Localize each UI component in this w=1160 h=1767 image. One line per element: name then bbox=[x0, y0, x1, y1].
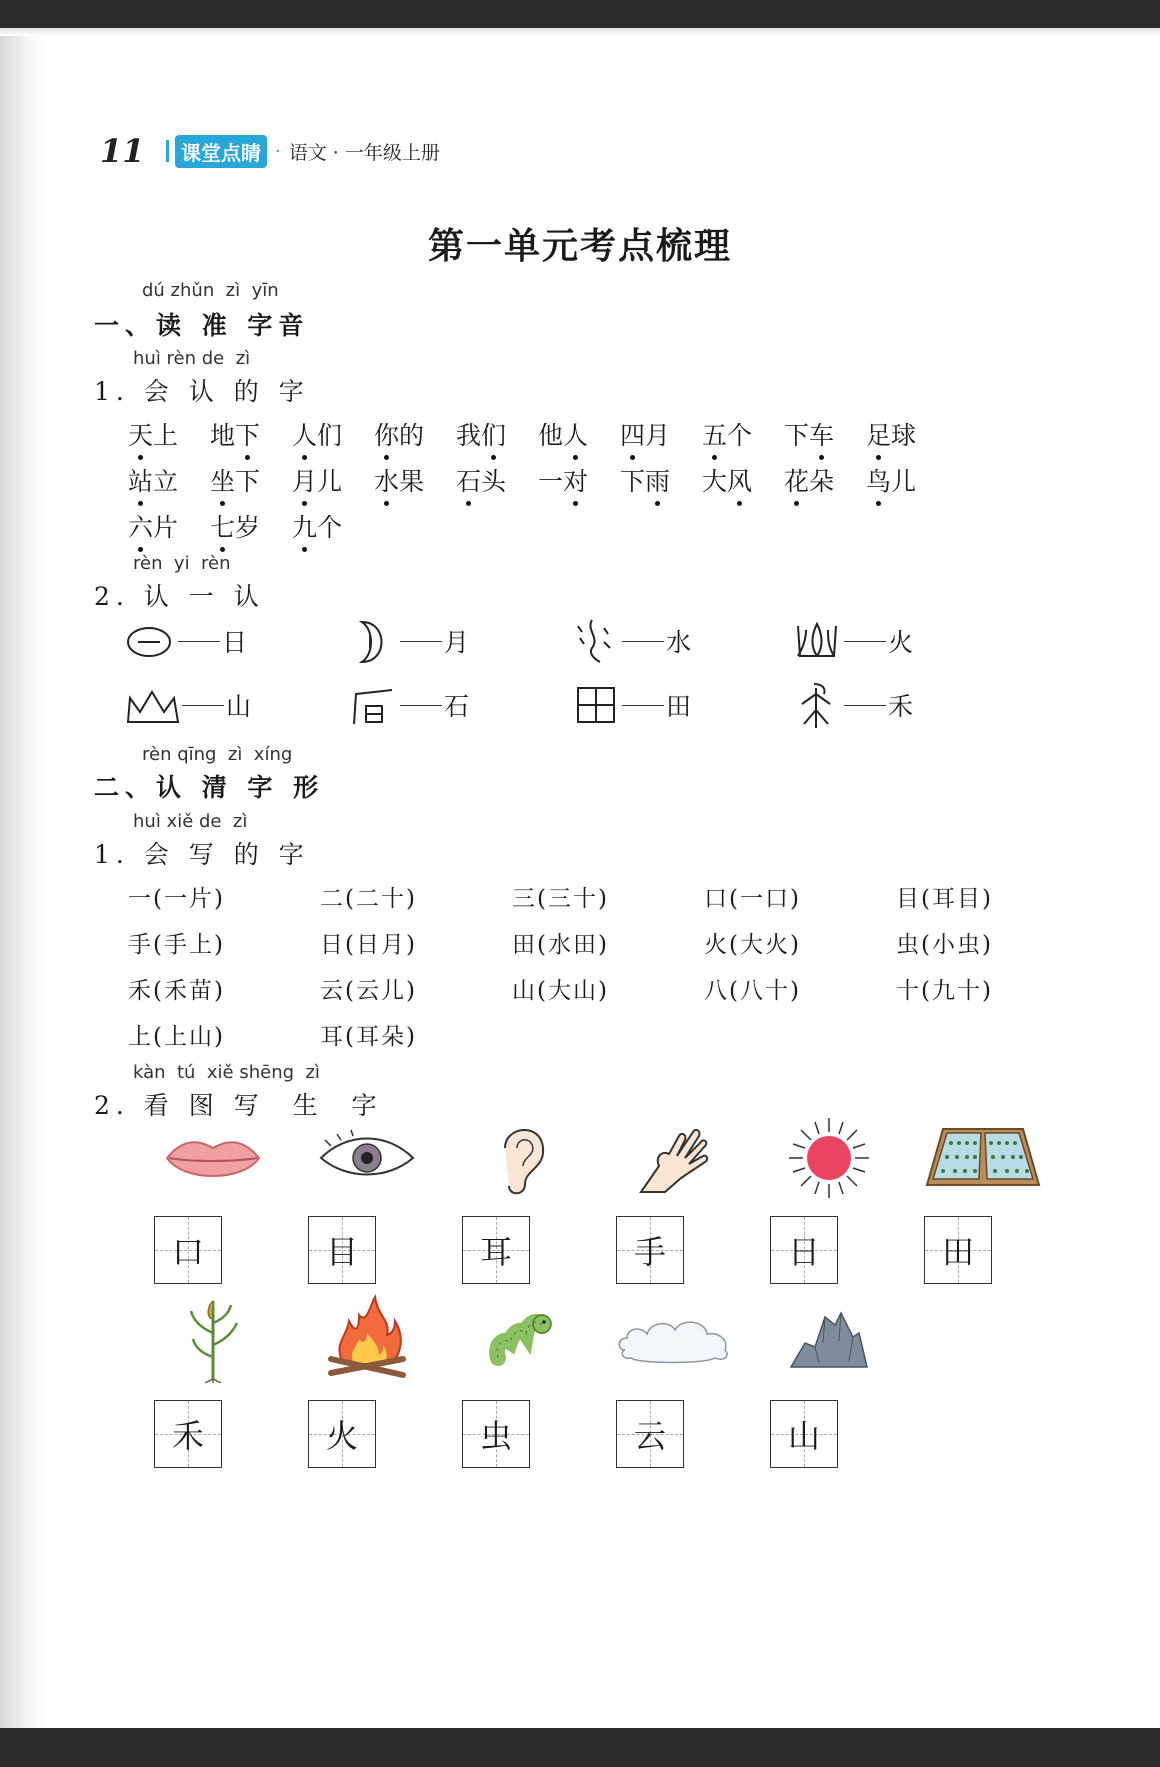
vocab-word bbox=[702, 416, 784, 452]
write-chars-row-2 bbox=[128, 926, 1088, 959]
write-character-entry: 目(耳目) bbox=[896, 886, 993, 912]
connector-line bbox=[178, 641, 220, 642]
cloud-icon bbox=[615, 1308, 735, 1368]
vocab-word bbox=[292, 462, 374, 498]
target-character: 你 bbox=[374, 416, 399, 452]
picture-cell bbox=[290, 1108, 444, 1208]
character: 片 bbox=[153, 513, 179, 542]
tianzi-box bbox=[462, 1216, 530, 1284]
picture-cell bbox=[136, 1108, 290, 1208]
character: 上 bbox=[153, 421, 179, 450]
section2-pinyin: rèn qīng zì xíng bbox=[142, 744, 293, 765]
modern-character: 田 bbox=[666, 692, 692, 721]
box-character: 火 bbox=[325, 1417, 358, 1455]
target-character: 下 bbox=[235, 416, 260, 452]
pictograph-row-2 bbox=[126, 680, 1014, 730]
tianzi-box bbox=[770, 1216, 838, 1284]
hand-icon bbox=[635, 1118, 715, 1198]
character: 头 bbox=[481, 467, 507, 496]
pictograph-pair-shui bbox=[570, 616, 792, 666]
running-header bbox=[100, 126, 440, 176]
modern-character: 日 bbox=[222, 628, 248, 657]
oracle-field-icon bbox=[570, 680, 620, 730]
series-badge: 课堂点睛 bbox=[175, 135, 267, 168]
picture-cell bbox=[136, 1288, 290, 1388]
target-character: 车 bbox=[809, 416, 834, 452]
target-character: 七 bbox=[210, 508, 235, 544]
oracle-moon-icon bbox=[348, 616, 398, 666]
lips-icon bbox=[163, 1128, 263, 1188]
tianzi-box bbox=[308, 1400, 376, 1468]
character: 地 bbox=[210, 421, 236, 450]
write-character-entry: 三(三十) bbox=[512, 886, 609, 912]
header-separator: · bbox=[275, 140, 281, 162]
target-character: 站 bbox=[128, 462, 153, 498]
character: 月 bbox=[645, 421, 671, 450]
vocab-word bbox=[128, 508, 210, 544]
field-icon bbox=[925, 1123, 1041, 1193]
write-character-entry: 火(大火) bbox=[704, 932, 801, 958]
vocab-word bbox=[210, 462, 292, 498]
character: 果 bbox=[399, 467, 425, 496]
target-character: 足 bbox=[866, 416, 891, 452]
sub2-heading: 2. 认 一 认 bbox=[94, 582, 265, 611]
character: 儿 bbox=[317, 467, 343, 496]
tianzi-box bbox=[154, 1400, 222, 1468]
vocab-word bbox=[620, 462, 702, 498]
box-character: 手 bbox=[633, 1233, 666, 1271]
pictograph-row-1 bbox=[126, 616, 1014, 666]
target-character: 雨 bbox=[645, 462, 670, 498]
modern-character: 火 bbox=[888, 628, 914, 657]
target-character: 风 bbox=[727, 462, 752, 498]
vocab-word bbox=[866, 462, 948, 498]
section1-heading: 一、读 准 字音 bbox=[94, 311, 310, 340]
character: 下 bbox=[620, 467, 646, 496]
oracle-water-icon bbox=[570, 616, 620, 666]
header-divider bbox=[166, 140, 169, 162]
pictograph-pair-he bbox=[792, 680, 1014, 730]
book-subtitle: 语文 · 一年级上册 bbox=[288, 141, 440, 164]
document-page bbox=[0, 28, 1160, 1728]
vocab-word bbox=[374, 462, 456, 498]
vocab-word bbox=[866, 416, 948, 452]
mountain-icon bbox=[789, 1303, 869, 1373]
tianzi-box bbox=[924, 1216, 992, 1284]
picture-cell bbox=[752, 1288, 906, 1388]
tianzi-box bbox=[154, 1216, 222, 1284]
target-character: 鸟 bbox=[866, 462, 891, 498]
picture-cell bbox=[444, 1288, 598, 1388]
character: 一 bbox=[538, 467, 564, 496]
pictograph-pair-shi bbox=[348, 680, 570, 730]
ear-icon bbox=[491, 1118, 551, 1198]
connector-line bbox=[622, 705, 664, 706]
modern-character: 月 bbox=[444, 628, 470, 657]
connector-line bbox=[400, 705, 442, 706]
write-character-entry: 上(上山) bbox=[128, 1024, 225, 1050]
sub4-pinyin: kàn tú xiě shēng zì bbox=[133, 1062, 320, 1083]
target-character: 对 bbox=[563, 462, 588, 498]
page-number: 11 bbox=[100, 132, 145, 170]
oracle-grain-icon bbox=[792, 680, 842, 730]
box-character: 耳 bbox=[479, 1233, 512, 1271]
writing-box-row-2 bbox=[154, 1400, 924, 1468]
character: 个 bbox=[727, 421, 753, 450]
vocab-word bbox=[538, 416, 620, 452]
modern-character: 石 bbox=[444, 692, 470, 721]
target-character: 天 bbox=[128, 416, 153, 452]
character: 朵 bbox=[809, 467, 835, 496]
character: 儿 bbox=[891, 467, 917, 496]
character: 大 bbox=[702, 467, 728, 496]
connector-line bbox=[622, 641, 664, 642]
eye-icon bbox=[317, 1128, 417, 1188]
writing-box-row-1 bbox=[154, 1216, 1078, 1284]
vocab-word bbox=[456, 416, 538, 452]
write-chars-row-3 bbox=[128, 972, 1088, 1005]
tianzi-box bbox=[616, 1216, 684, 1284]
write-character-entry: 十(九十) bbox=[896, 978, 993, 1004]
caterpillar-icon bbox=[486, 1308, 556, 1368]
tianzi-box bbox=[616, 1400, 684, 1468]
target-character: 四 bbox=[620, 416, 645, 452]
target-character: 五 bbox=[702, 416, 727, 452]
write-character-entry: 田(水田) bbox=[512, 932, 609, 958]
box-character: 禾 bbox=[171, 1417, 204, 1455]
page-title: 第一单元考点梳理 bbox=[427, 226, 732, 267]
oracle-mountain-icon bbox=[126, 680, 180, 730]
write-character-entry: 日(日月) bbox=[320, 932, 417, 958]
sub3-heading: 1. 会 写 的 字 bbox=[94, 840, 310, 869]
recognize-words-row-2 bbox=[128, 462, 948, 498]
target-character: 九 bbox=[292, 508, 317, 544]
page-top-edge bbox=[0, 28, 1160, 36]
target-character: 花 bbox=[784, 462, 809, 498]
vocab-word bbox=[784, 416, 866, 452]
section2-heading: 二、认 清 字 形 bbox=[94, 773, 325, 802]
connector-line bbox=[400, 641, 442, 642]
character: 岁 bbox=[235, 513, 261, 542]
box-character: 云 bbox=[633, 1417, 666, 1455]
target-character: 人 bbox=[292, 416, 317, 452]
oracle-stone-icon bbox=[348, 680, 398, 730]
sub4-heading: 2. 看 图 写 生 字 bbox=[94, 1091, 383, 1120]
character: 个 bbox=[317, 513, 343, 542]
character: 立 bbox=[153, 467, 179, 496]
section1-pinyin: dú zhǔn zì yīn bbox=[142, 280, 279, 301]
picture-row-2 bbox=[136, 1288, 906, 1388]
character: 的 bbox=[399, 421, 425, 450]
picture-cell bbox=[598, 1288, 752, 1388]
character: 下 bbox=[784, 421, 810, 450]
pictograph-pair-tian bbox=[570, 680, 792, 730]
sub1-pinyin: huì rèn de zì bbox=[133, 348, 251, 369]
target-character: 坐 bbox=[210, 462, 235, 498]
picture-cell bbox=[290, 1288, 444, 1388]
write-character-entry: 一(一片) bbox=[128, 886, 225, 912]
pictograph-pair-ri bbox=[126, 616, 348, 666]
picture-cell bbox=[598, 1108, 752, 1208]
connector-line bbox=[844, 641, 886, 642]
pictograph-pair-shan bbox=[126, 680, 348, 730]
picture-cell bbox=[752, 1108, 906, 1208]
sub3-pinyin: huì xiě de zì bbox=[133, 811, 248, 832]
target-character: 水 bbox=[374, 462, 399, 498]
tianzi-box bbox=[770, 1400, 838, 1468]
page-fold-shadow bbox=[0, 28, 46, 1728]
target-character: 们 bbox=[481, 416, 506, 452]
target-character: 六 bbox=[128, 508, 153, 544]
recognize-words-row-3 bbox=[128, 508, 374, 544]
vocab-word bbox=[456, 462, 538, 498]
target-character: 石 bbox=[456, 462, 481, 498]
box-character: 虫 bbox=[479, 1417, 512, 1455]
vocab-word bbox=[784, 462, 866, 498]
vocab-word bbox=[210, 416, 292, 452]
vocab-word bbox=[538, 462, 620, 498]
vocab-word bbox=[128, 462, 210, 498]
target-character: 人 bbox=[563, 416, 588, 452]
character: 我 bbox=[456, 421, 482, 450]
tianzi-box bbox=[462, 1400, 530, 1468]
vocab-word bbox=[128, 416, 210, 452]
vocab-word bbox=[210, 508, 292, 544]
character: 们 bbox=[317, 421, 343, 450]
write-character-entry: 禾(禾苗) bbox=[128, 978, 225, 1004]
character: 下 bbox=[235, 467, 261, 496]
fire-icon bbox=[327, 1293, 407, 1383]
picture-cell bbox=[444, 1108, 598, 1208]
rice-plant-icon bbox=[183, 1293, 243, 1383]
vocab-word bbox=[292, 416, 374, 452]
picture-row-1 bbox=[136, 1108, 1060, 1208]
target-character: 月 bbox=[292, 462, 317, 498]
modern-character: 山 bbox=[226, 692, 252, 721]
connector-line bbox=[844, 705, 886, 706]
box-character: 山 bbox=[787, 1417, 820, 1455]
vocab-word bbox=[374, 416, 456, 452]
oracle-fire-icon bbox=[792, 616, 842, 666]
pictograph-pair-yue bbox=[348, 616, 570, 666]
write-character-entry: 虫(小虫) bbox=[896, 932, 993, 958]
sub2-pinyin: rèn yi rèn bbox=[133, 553, 231, 574]
connector-line bbox=[182, 705, 224, 706]
character: 他 bbox=[538, 421, 564, 450]
sun-icon bbox=[787, 1116, 871, 1200]
vocab-word bbox=[702, 462, 784, 498]
box-character: 口 bbox=[171, 1233, 204, 1271]
write-character-entry: 山(大山) bbox=[512, 978, 609, 1004]
write-character-entry: 手(手上) bbox=[128, 932, 225, 958]
oracle-sun-icon bbox=[126, 616, 176, 666]
recognize-words-row-1 bbox=[128, 416, 948, 452]
modern-character: 水 bbox=[666, 628, 692, 657]
modern-character: 禾 bbox=[888, 692, 914, 721]
picture-cell bbox=[906, 1108, 1060, 1208]
box-character: 目 bbox=[325, 1233, 358, 1271]
box-character: 田 bbox=[941, 1233, 974, 1271]
write-chars-row-1 bbox=[128, 880, 1088, 913]
vocab-word bbox=[620, 416, 702, 452]
vocab-word bbox=[292, 508, 374, 544]
tianzi-box bbox=[308, 1216, 376, 1284]
write-character-entry: 耳(耳朵) bbox=[320, 1024, 417, 1050]
write-character-entry: 云(云儿) bbox=[320, 978, 417, 1004]
box-character: 日 bbox=[787, 1233, 820, 1271]
pictograph-pair-huo bbox=[792, 616, 1014, 666]
write-character-entry: 口(一口) bbox=[704, 886, 801, 912]
write-character-entry: 二(二十) bbox=[320, 886, 417, 912]
character: 球 bbox=[891, 421, 917, 450]
sub1-heading: 1. 会 认 的 字 bbox=[94, 377, 310, 406]
write-chars-row-4 bbox=[128, 1018, 512, 1051]
write-character-entry: 八(八十) bbox=[704, 978, 801, 1004]
